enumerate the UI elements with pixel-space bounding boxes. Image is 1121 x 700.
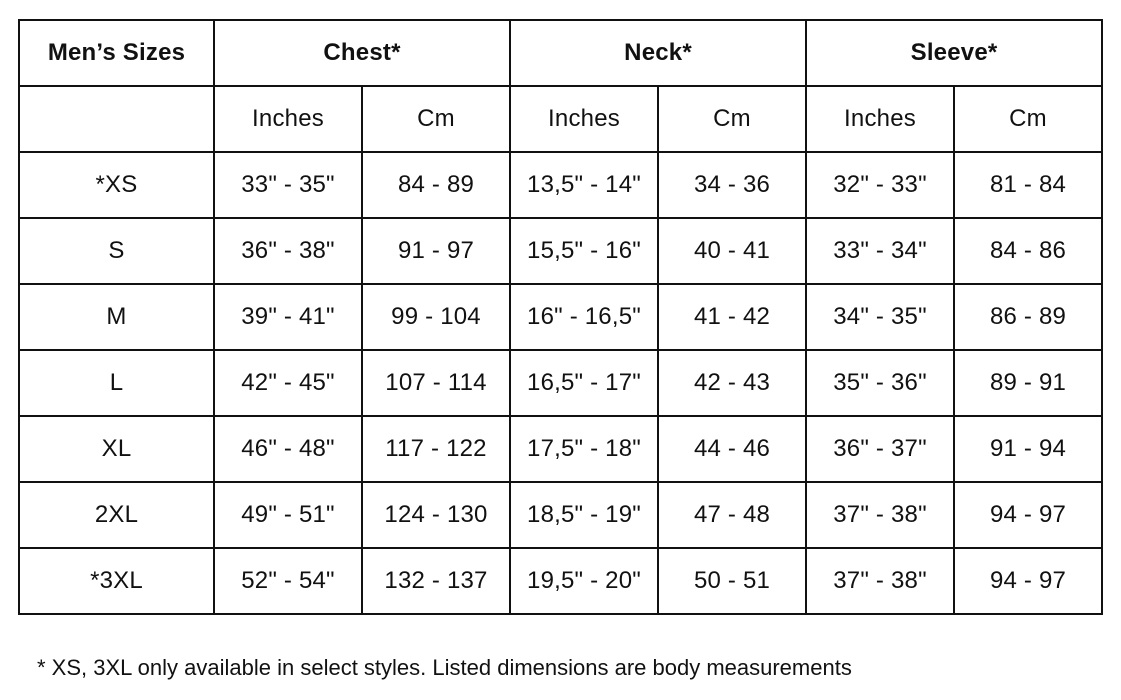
chest-cm-cell: 91 - 97 [362,218,510,284]
size-cell: S [19,218,214,284]
size-cell: *3XL [19,548,214,614]
mens-sizes-header: Men’s Sizes [19,20,214,86]
footnote: * XS, 3XL only available in select styles. Listed dimensions are body measurements [37,655,852,680]
table-row [19,482,1102,548]
chest-inches-cell: 39" - 41" [214,284,362,350]
chest-inches-cell: 36" - 38" [214,218,362,284]
chest-cm-cell: 84 - 89 [362,152,510,218]
table-row [19,416,1102,482]
neck-cm-cell: 44 - 46 [658,416,806,482]
sleeve-cm-cell: 91 - 94 [954,416,1102,482]
sleeve-cm-unit: Cm [954,86,1102,152]
size-cell: 2XL [19,482,214,548]
neck-header: Neck* [510,20,806,86]
neck-cm-cell: 47 - 48 [658,482,806,548]
sleeve-inches-unit: Inches [806,86,954,152]
units-empty-cell [19,86,214,152]
size-cell: M [19,284,214,350]
neck-inches-cell: 17,5" - 18" [510,416,658,482]
sleeve-cm-cell: 81 - 84 [954,152,1102,218]
neck-inches-cell: 18,5" - 19" [510,482,658,548]
chest-header: Chest* [214,20,510,86]
table-row [19,152,1102,218]
units-row [19,86,1102,152]
chest-inches-cell: 33" - 35" [214,152,362,218]
sleeve-inches-cell: 37" - 38" [806,548,954,614]
sleeve-cm-cell: 94 - 97 [954,548,1102,614]
chest-cm-cell: 107 - 114 [362,350,510,416]
sleeve-cm-cell: 89 - 91 [954,350,1102,416]
sleeve-inches-cell: 33" - 34" [806,218,954,284]
table-row [19,284,1102,350]
size-cell: *XS [19,152,214,218]
chest-cm-cell: 117 - 122 [362,416,510,482]
chest-cm-unit: Cm [362,86,510,152]
neck-cm-cell: 34 - 36 [658,152,806,218]
chest-inches-cell: 46" - 48" [214,416,362,482]
size-cell: L [19,350,214,416]
chest-cm-cell: 124 - 130 [362,482,510,548]
size-chart-table [18,19,1103,615]
sleeve-inches-cell: 34" - 35" [806,284,954,350]
neck-cm-cell: 40 - 41 [658,218,806,284]
table-row [19,548,1102,614]
size-cell: XL [19,416,214,482]
table-row [19,350,1102,416]
sleeve-inches-cell: 35" - 36" [806,350,954,416]
chest-cm-cell: 99 - 104 [362,284,510,350]
chest-cm-cell: 132 - 137 [362,548,510,614]
neck-cm-unit: Cm [658,86,806,152]
sleeve-cm-cell: 84 - 86 [954,218,1102,284]
table-row [19,218,1102,284]
sleeve-header: Sleeve* [806,20,1102,86]
chest-inches-cell: 42" - 45" [214,350,362,416]
neck-cm-cell: 42 - 43 [658,350,806,416]
header-row [19,20,1102,86]
sleeve-cm-cell: 86 - 89 [954,284,1102,350]
chest-inches-cell: 52" - 54" [214,548,362,614]
size-rows [19,152,1102,614]
neck-inches-cell: 13,5" - 14" [510,152,658,218]
chest-inches-cell: 49" - 51" [214,482,362,548]
sleeve-inches-cell: 37" - 38" [806,482,954,548]
neck-inches-cell: 16,5" - 17" [510,350,658,416]
neck-cm-cell: 50 - 51 [658,548,806,614]
neck-inches-cell: 19,5" - 20" [510,548,658,614]
sleeve-inches-cell: 36" - 37" [806,416,954,482]
neck-cm-cell: 41 - 42 [658,284,806,350]
sleeve-cm-cell: 94 - 97 [954,482,1102,548]
neck-inches-cell: 15,5" - 16" [510,218,658,284]
neck-inches-unit: Inches [510,86,658,152]
neck-inches-cell: 16" - 16,5" [510,284,658,350]
sleeve-inches-cell: 32" - 33" [806,152,954,218]
chest-inches-unit: Inches [214,86,362,152]
